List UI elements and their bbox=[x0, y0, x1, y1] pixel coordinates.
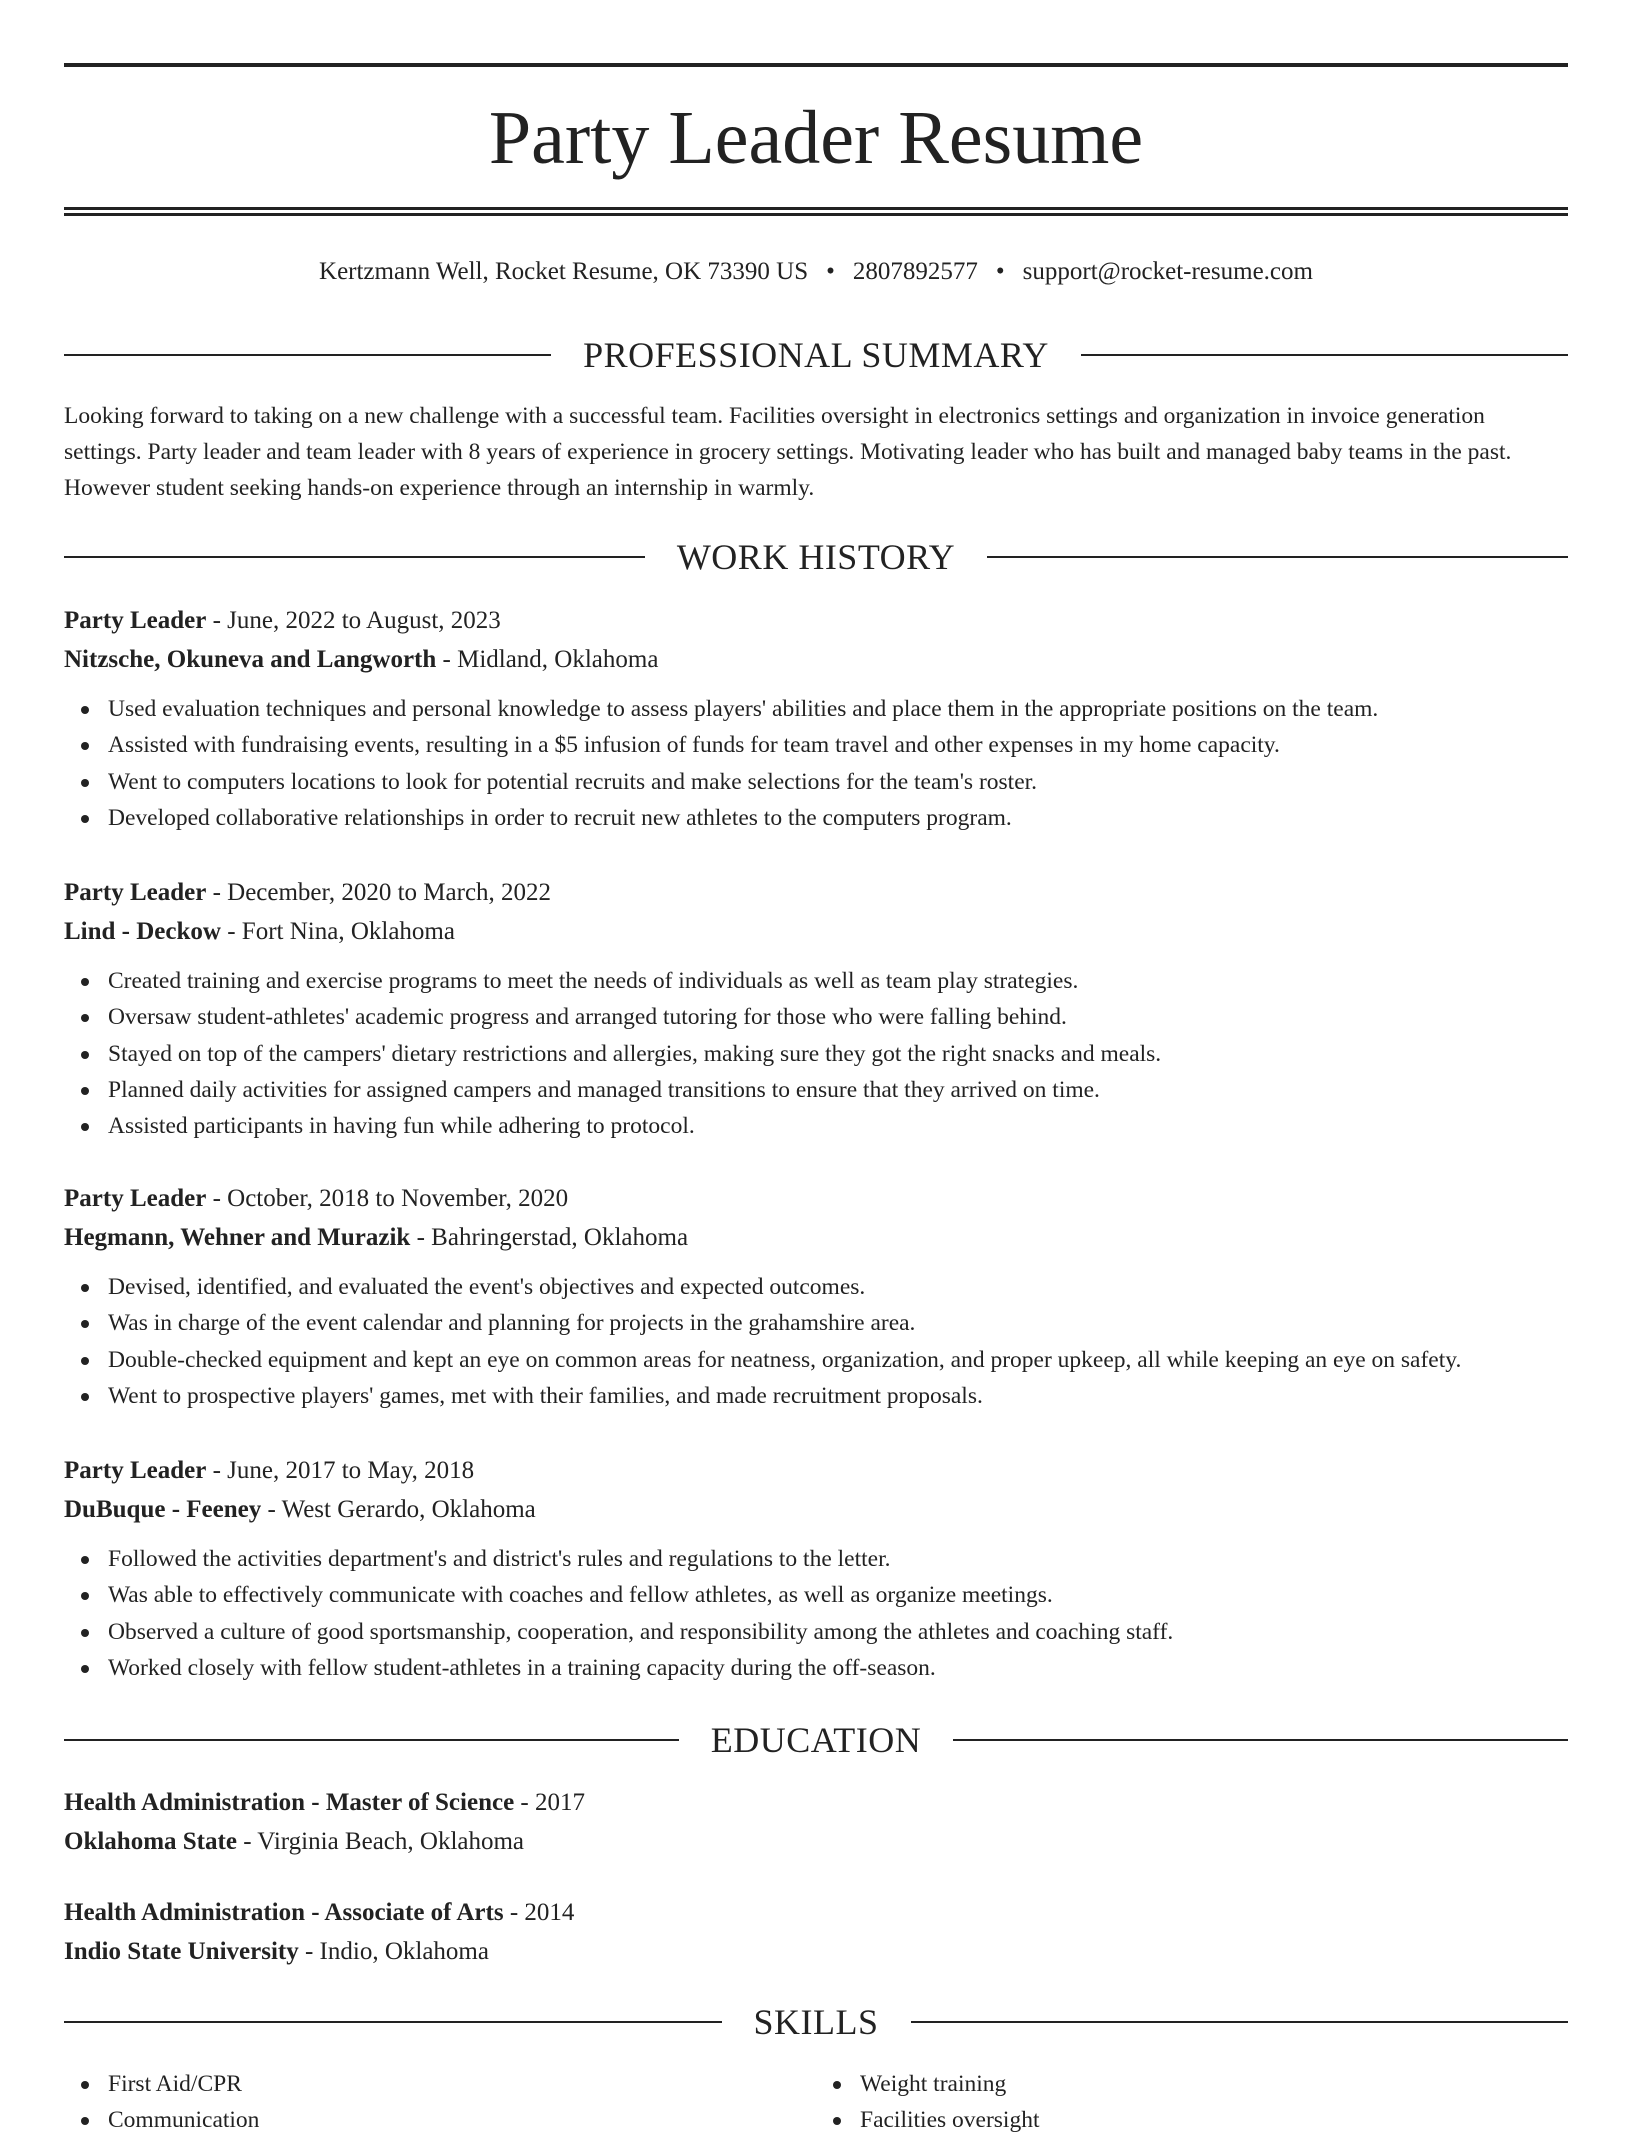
education-degree: Health Administration - Associate of Arts bbox=[64, 1899, 504, 1926]
education-location: - Indio, Oklahoma bbox=[298, 1938, 489, 1965]
education-school: Indio State University bbox=[64, 1938, 299, 1965]
list-item: Created training and exercise programs to meet the needs of individuals as well as team play strategies. bbox=[64, 963, 1568, 999]
job-company: DuBuque - Feeney bbox=[64, 1496, 262, 1523]
section-heading-skills bbox=[64, 1998, 1568, 2046]
summary-text: Looking forward to taking on a new challenge with a successful team. Facilities oversight in electronics settings and organization in invoice generation settings. Party leader and team leader with 8 years of experience in grocery settings. Motivating leader who has built and managed baby teams in the past. However student seeking hands-on experience through an internship in warmly. bbox=[64, 403, 1512, 501]
education-school-line bbox=[64, 1822, 1568, 1861]
list-item: Used evaluation techniques and personal knowledge to assess players' abilities and place them in the appropriate positions on the team. bbox=[64, 691, 1568, 727]
top-rule bbox=[64, 63, 1568, 67]
job-dates: - June, 2017 to May, 2018 bbox=[206, 1457, 475, 1484]
heading-rule bbox=[64, 1739, 679, 1741]
job-location: - Bahringerstad, Oklahoma bbox=[410, 1224, 689, 1251]
skill-item: First Aid/CPR bbox=[64, 2066, 816, 2102]
list-item: Followed the activities department's and district's rules and regulations to the letter. bbox=[64, 1541, 1568, 1577]
contact-phone: 2807892577 bbox=[852, 258, 978, 285]
education-year: - 2017 bbox=[514, 1789, 585, 1816]
heading-rule bbox=[911, 2021, 1569, 2023]
list-item: Observed a culture of good sportsmanship, cooperation, and responsibility among the athletes and coaching staff. bbox=[64, 1614, 1568, 1650]
job-company-line bbox=[64, 912, 1568, 951]
list-item: Double-checked equipment and kept an eye on common areas for neatness, organization, and proper upkeep, all while keeping an eye on safety. bbox=[64, 1342, 1568, 1378]
job-company: Nitzsche, Okuneva and Langworth bbox=[64, 646, 437, 673]
skills-list bbox=[64, 2066, 1568, 2138]
job-bullets bbox=[64, 1541, 1568, 1686]
job-bullets bbox=[64, 691, 1568, 836]
job-company: Lind - Deckow bbox=[64, 918, 221, 945]
skill-item: Weight training bbox=[816, 2066, 1568, 2102]
list-item: Oversaw student-athletes' academic progress and arranged tutoring for those who were falling behind. bbox=[64, 999, 1568, 1035]
list-item: Went to prospective players' games, met with their families, and made recruitment proposals. bbox=[64, 1378, 1568, 1414]
list-item: Went to computers locations to look for potential recruits and make selections for the team's roster. bbox=[64, 764, 1568, 800]
section-heading-summary bbox=[64, 331, 1568, 379]
section-title: EDUCATION bbox=[710, 1720, 922, 1760]
job-location: - West Gerardo, Oklahoma bbox=[261, 1496, 536, 1523]
skill-item: Communication bbox=[64, 2102, 816, 2138]
heading-rule bbox=[64, 354, 551, 356]
job-dates: - June, 2022 to August, 2023 bbox=[206, 607, 501, 634]
section-heading-education bbox=[64, 1716, 1568, 1764]
contact-separator: • bbox=[826, 258, 835, 285]
contact-address: Kertzmann Well, Rocket Resume, OK 73390 US bbox=[319, 258, 809, 285]
heading-rule bbox=[987, 556, 1568, 558]
job-title: Party Leader bbox=[64, 1185, 207, 1212]
contact-separator: • bbox=[995, 258, 1005, 285]
job-entry bbox=[64, 873, 1568, 1144]
job-company-line bbox=[64, 640, 1568, 679]
job-bullets bbox=[64, 963, 1568, 1144]
title-double-rule bbox=[64, 207, 1568, 216]
job-location: - Midland, Oklahoma bbox=[436, 646, 659, 673]
heading-rule bbox=[953, 1739, 1568, 1741]
job-entry bbox=[64, 601, 1568, 836]
list-item: Devised, identified, and evaluated the event's objectives and expected outcomes. bbox=[64, 1269, 1568, 1305]
section-title: WORK HISTORY bbox=[676, 537, 956, 577]
job-title-line bbox=[64, 1179, 1568, 1218]
job-title: Party Leader bbox=[64, 607, 207, 634]
list-item: Was able to effectively communicate with coaches and fellow athletes, as well as organize meetings. bbox=[64, 1577, 1568, 1613]
job-dates: - December, 2020 to March, 2022 bbox=[206, 879, 552, 906]
list-item: Worked closely with fellow student-athletes in a training capacity during the off-season. bbox=[64, 1650, 1568, 1686]
heading-rule bbox=[1081, 354, 1568, 356]
education-degree-line bbox=[64, 1783, 1568, 1822]
skill-item: Facilities oversight bbox=[816, 2102, 1568, 2138]
job-company-line bbox=[64, 1218, 1568, 1257]
job-bullets bbox=[64, 1269, 1568, 1414]
list-item: Assisted participants in having fun while adhering to protocol. bbox=[64, 1108, 1568, 1144]
skills-column-right bbox=[816, 2066, 1568, 2138]
list-item: Developed collaborative relationships in order to recruit new athletes to the computers program. bbox=[64, 800, 1568, 836]
job-title-line bbox=[64, 1451, 1568, 1490]
education-degree: Health Administration - Master of Science bbox=[64, 1789, 515, 1816]
job-title: Party Leader bbox=[64, 879, 207, 906]
job-company-line bbox=[64, 1490, 1568, 1529]
contact-email: support@rocket-resume.com bbox=[1022, 258, 1313, 285]
list-item: Planned daily activities for assigned campers and managed transitions to ensure that they arrived on time. bbox=[64, 1072, 1568, 1108]
skills-column-left bbox=[64, 2066, 816, 2138]
education-entry bbox=[64, 1783, 1568, 1861]
job-dates: - October, 2018 to November, 2020 bbox=[206, 1185, 569, 1212]
job-entry bbox=[64, 1179, 1568, 1414]
section-title: PROFESSIONAL SUMMARY bbox=[583, 335, 1049, 375]
education-degree-line bbox=[64, 1893, 1568, 1932]
job-company: Hegmann, Wehner and Murazik bbox=[64, 1224, 411, 1251]
heading-rule bbox=[64, 556, 645, 558]
education-year: - 2014 bbox=[503, 1899, 575, 1926]
section-heading-work bbox=[64, 533, 1568, 581]
education-entry bbox=[64, 1893, 1568, 1971]
heading-rule bbox=[64, 2021, 722, 2023]
resume-title: Party Leader Resume bbox=[488, 96, 1144, 180]
job-title-line bbox=[64, 601, 1568, 640]
education-school-line bbox=[64, 1932, 1568, 1971]
contact-line bbox=[64, 252, 1568, 292]
job-location: - Fort Nina, Oklahoma bbox=[220, 918, 455, 945]
section-title: SKILLS bbox=[753, 2002, 879, 2042]
education-location: - Virginia Beach, Oklahoma bbox=[236, 1828, 525, 1855]
job-entry bbox=[64, 1451, 1568, 1686]
job-title: Party Leader bbox=[64, 1457, 207, 1484]
education-school: Oklahoma State bbox=[64, 1828, 237, 1855]
job-title-line bbox=[64, 873, 1568, 912]
list-item: Stayed on top of the campers' dietary restrictions and allergies, making sure they got the right snacks and meals. bbox=[64, 1036, 1568, 1072]
list-item: Assisted with fundraising events, resulting in a $5 infusion of funds for team travel and other expenses in my home capacity. bbox=[64, 727, 1568, 763]
list-item: Was in charge of the event calendar and planning for projects in the grahamshire area. bbox=[64, 1305, 1568, 1341]
